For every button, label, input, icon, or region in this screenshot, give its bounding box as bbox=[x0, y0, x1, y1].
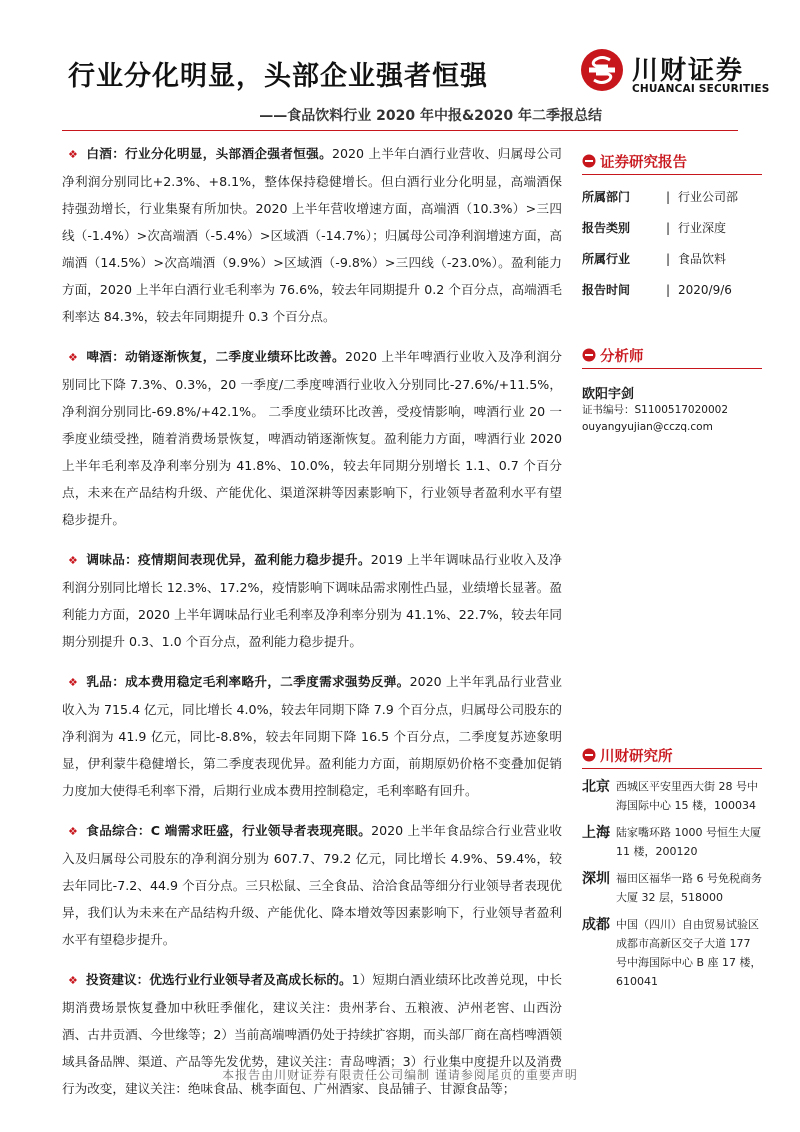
diamond-bullet-icon: ❖ bbox=[68, 825, 78, 838]
logo-chinese-name: 川财证券 bbox=[632, 56, 745, 86]
paragraph-body: 1）短期白酒业绩环比改善兑现，中长期消费场景恢复叠加中秋旺季催化，建议关注：贵州茅台、五粮液、泸州老窖、山西汾酒、古井贡酒、今世缘等；2）当前高端啤酒仍处于持续扩容期，而头部厂商在高档啤酒领域具备品牌、渠道、产品等先发优势，建议关注：青岛啤酒；3）行业集中度提升以及消费行为改变，建议关注：绝味食品、桃李面包、广州酒家、良品铺子、甘源食品等； bbox=[62, 972, 563, 1096]
paragraph-body: 2019 上半年调味品行业收入及净利润分别同比增长 12.3%、17.2%，疫情影响下调味品需求刚性凸显，业绩增长显著。盈利能力方面，2020 上半年调味品行业毛利率及净利率分别为 41.1%、22.7%，较去年同期分别提升 0.3、1.0 个百分点，盈利能力稳步提升。 bbox=[62, 552, 563, 649]
section-divider bbox=[582, 768, 762, 769]
company-logo bbox=[580, 48, 780, 100]
analyst-email[interactable]: ouyangyujian@cczq.com bbox=[582, 421, 713, 433]
report-header bbox=[62, 48, 770, 138]
summary-paragraph-food bbox=[62, 817, 562, 953]
info-row-department: 所属部门 | 行业公司部 bbox=[582, 189, 739, 204]
paragraph-body: 2020 上半年乳品行业营业收入为 715.4 亿元，同比增长 4.0%，较去年同期下降 7.9 个百分点，归属母公司股东的净利润为 41.9 亿元，同比-8.8%，较去年同期下降 16.5 个百分点，二季度复苏迹象明显，伊利蒙牛稳健增长，第二季度表现优异。盈利能力方面，前期原奶价格不变叠加促销力度加大使得毛利率下滑，后期行业成本费用控制稳定，毛利率略有回升。 bbox=[62, 674, 562, 798]
paragraph-body: 2020 上半年啤酒行业收入及净利润分别同比下降 7.3%、0.3%，20 一季度/二季度啤酒行业收入分别同比-27.6%/+11.5%，净利润分别同比-69.8%/+42.1%。 二季度业绩环比改善，受疫情影响，啤酒行业 20 一季度业绩受挫，随着消费场景恢复，啤酒动销逐渐恢复。盈利能力方面，啤酒行业 2020 上半年毛利率及净利率分别为 41.8%、10.0%，较去年同期分别增长 1.1、0.7 个百分点，未来在产品结构升级、产能优化、渠道深耕等因素影响下，行业领导者盈利水平有望稳步提升。 bbox=[62, 349, 563, 527]
paragraph-body: 2020 上半年食品综合行业营业收入及归属母公司股东的净利润分别为 607.7、79.2 亿元，同比增长 4.9%、59.4%，较去年同比-7.2、44.9 个百分点。三只松鼠、三全食品、洽洽食品等细分行业领导者表现优异，我们认为未来在产品结构升级、产能优化、降本增效等因素影响下，行业领导者盈利水平有望稳步提升。 bbox=[62, 823, 562, 947]
chuancai-logo-icon bbox=[580, 48, 624, 92]
analyst-cert: 证书编号：S1100517020002 bbox=[582, 404, 729, 416]
summary-paragraph-baijiu bbox=[62, 140, 562, 330]
info-row-category: 报告类别 | 行业深度 bbox=[582, 220, 727, 235]
page-footer: 本报告由川财证券有限责任公司编制 谨请参阅尾页的重要声明 bbox=[222, 1068, 578, 1082]
summary-paragraph-beer bbox=[62, 343, 562, 533]
summary-paragraph-condiments bbox=[62, 546, 562, 655]
diamond-bullet-icon: ❖ bbox=[68, 974, 78, 987]
logo-mini-icon bbox=[582, 154, 596, 168]
section-divider bbox=[582, 174, 762, 175]
paragraph-lead: 投资建议：优选行业行业领导者及高成长标的。 bbox=[86, 972, 352, 987]
diamond-bullet-icon: ❖ bbox=[68, 554, 78, 567]
analyst-panel bbox=[582, 344, 762, 436]
logo-mini-icon bbox=[582, 748, 596, 762]
office-shanghai: 上海 陆家嘴环路 1000 号恒生大厦 11 楼，200120 bbox=[582, 825, 761, 858]
diamond-bullet-icon: ❖ bbox=[68, 148, 78, 161]
paragraph-body: 2020 上半年白酒行业营收、归属母公司净利润分别同比+2.3%、+8.1%，整体保持稳健增长。但白酒行业分化明显，高端酒保持强劲增长，行业集聚有所加快。2020 上半年营收增速方面，高端酒（10.3%）>三四线（-1.4%）>次高端酒（-5.4%）>区域酒（-14.7%）；归属母公司净利润增速方面，高端酒（14.5%）>次高端酒（9.9%）>区域酒（-9.8%）>三四线（-23.0%）。盈利能力方面，2020 上半年白酒行业毛利率为 76.6%，较去年同期提升 0.2 个百分点，高端酒毛利率达 84.3%，较去年同期提升 0.3 个百分点。 bbox=[62, 146, 562, 324]
section-title-institute: 川财研究所 bbox=[582, 744, 762, 766]
office-beijing: 北京 西城区平安里西大街 28 号中海国际中心 15 楼，100034 bbox=[582, 779, 758, 812]
paragraph-lead: 白酒：行业分化明显，头部酒企强者恒强。 bbox=[86, 146, 332, 161]
section-divider bbox=[582, 368, 762, 369]
paragraph-lead: 食品综合：C 端需求旺盛，行业领导者表现亮眼。 bbox=[86, 823, 372, 838]
section-title-report: 证券研究报告 bbox=[582, 150, 762, 172]
analyst-name: 欧阳宇剑 bbox=[582, 387, 635, 402]
info-row-date: 报告时间 | 2020/9/6 bbox=[582, 282, 732, 297]
info-row-industry: 所属行业 | 食品饮料 bbox=[582, 251, 727, 266]
summary-paragraph-dairy bbox=[62, 668, 562, 804]
header-divider bbox=[62, 130, 738, 131]
office-shenzhen: 深圳 福田区福华一路 6 号免税商务大厦 32 层，518000 bbox=[582, 871, 762, 904]
diamond-bullet-icon: ❖ bbox=[68, 676, 78, 689]
diamond-bullet-icon: ❖ bbox=[68, 351, 78, 364]
logo-english-name: CHUANCAI SECURITIES bbox=[632, 83, 770, 95]
report-info-panel bbox=[582, 150, 762, 305]
paragraph-lead: 调味品：疫情期间表现优异，盈利能力稳步提升。 bbox=[86, 552, 371, 567]
office-chengdu: 成都 中国（四川）自由贸易试验区成都市高新区交子大道 177 号中海国际中心 B 座 17 楼，610041 bbox=[582, 917, 762, 988]
institute-panel bbox=[582, 744, 762, 991]
page-subtitle: ——食品饮料行业 2020 年中报&2020 年二季报总结 bbox=[259, 108, 602, 124]
page-title: 行业分化明显，头部企业强者恒强 bbox=[68, 61, 488, 92]
paragraph-lead: 啤酒：动销逐渐恢复，二季度业绩环比改善。 bbox=[86, 349, 345, 364]
paragraph-lead: 乳品：成本费用稳定毛利率略升，二季度需求强势反弹。 bbox=[86, 674, 410, 689]
summary-content bbox=[62, 140, 562, 1115]
section-title-analyst: 分析师 bbox=[582, 344, 762, 366]
logo-mini-icon bbox=[582, 348, 596, 362]
